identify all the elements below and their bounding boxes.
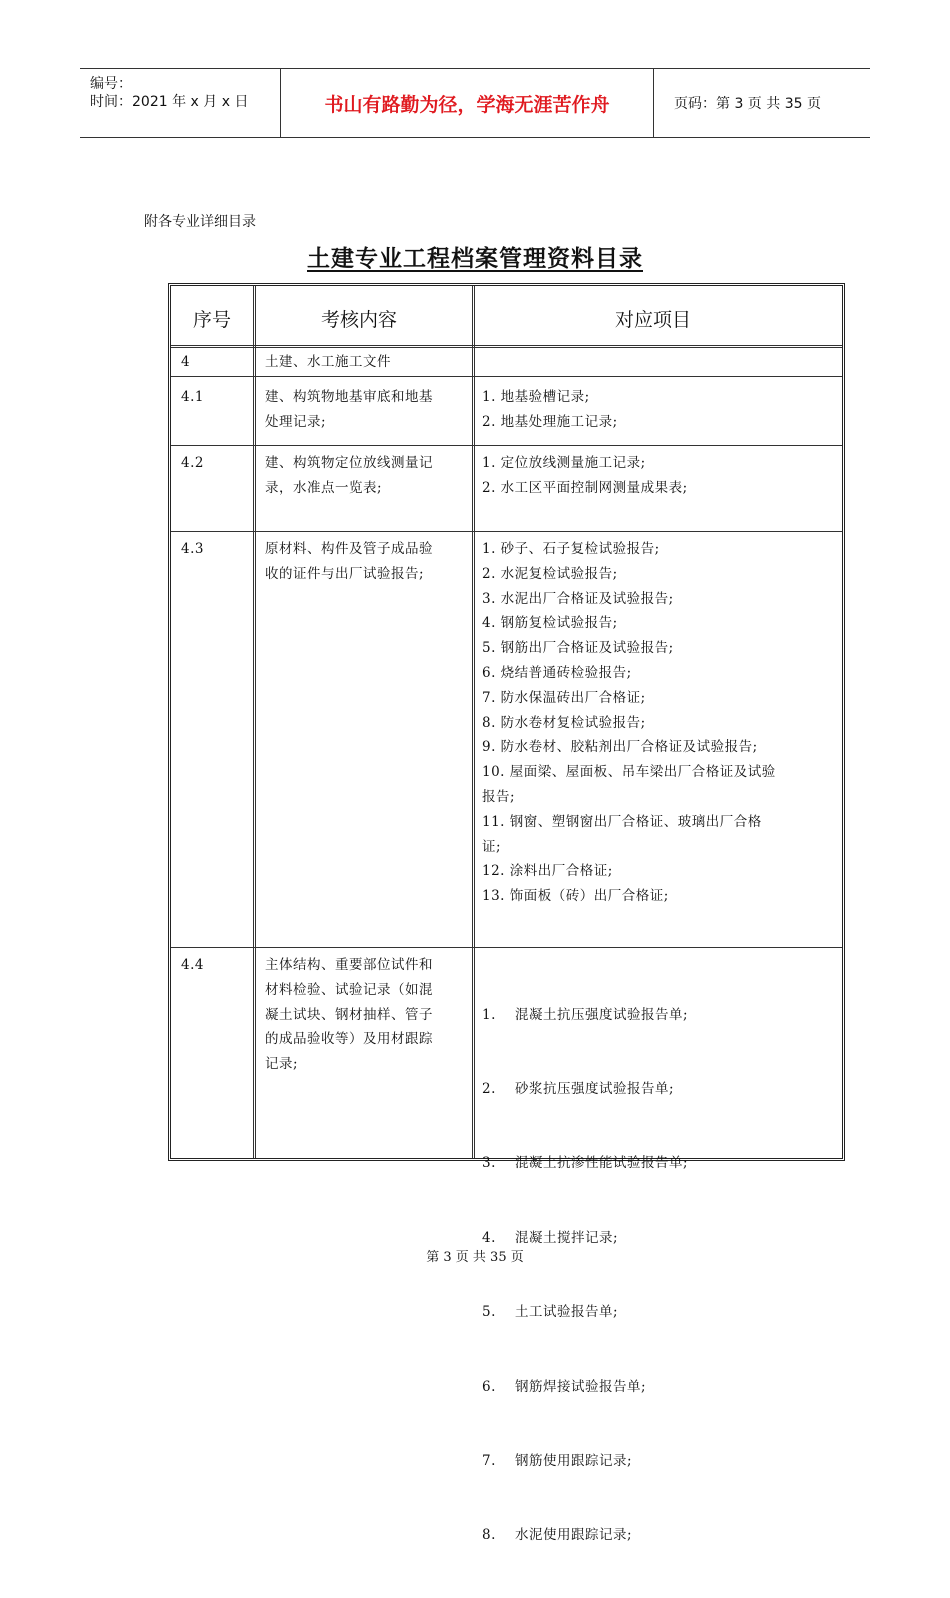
row-content xyxy=(265,350,391,375)
row-content-line: 建、构筑物定位放线测量记 xyxy=(265,455,433,471)
list-item: 2. 水泥复检试验报告; xyxy=(482,565,618,582)
list-item: 5. 钢筋出厂合格证及试验报告; xyxy=(482,640,674,657)
row-items xyxy=(482,953,688,1598)
list-item: 7. 钢筋使用跟踪记录; xyxy=(482,1452,633,1469)
column-divider xyxy=(253,286,256,1158)
page-header xyxy=(80,68,870,138)
row-number: 4.1 xyxy=(181,389,204,405)
list-item: 4. 混凝土搅拌记录; xyxy=(482,1229,619,1246)
page-footer: 第 3 页 共 35 页 xyxy=(426,1250,524,1265)
row-number: 4.4 xyxy=(181,957,204,973)
column-header-no: 序号 xyxy=(193,309,232,331)
list-item: 13. 饰面板（砖）出厂合格证; xyxy=(482,888,669,905)
list-item: 8. 防水卷材复检试验报告; xyxy=(482,714,646,731)
header-page-number xyxy=(664,69,869,137)
list-item: 9. 防水卷材、胶粘剂出厂合格证及试验报告; xyxy=(482,739,758,756)
document-number-label: 编号： xyxy=(90,76,132,92)
header-meta xyxy=(80,69,281,137)
list-item: 7. 防水保温砖出厂合格证; xyxy=(482,689,646,706)
row-content xyxy=(265,385,433,435)
row-items xyxy=(482,537,776,909)
row-content-line: 土建、水工施工文件 xyxy=(265,354,391,370)
row-content xyxy=(265,451,433,501)
list-item: 6. 钢筋焊接试验报告单; xyxy=(482,1378,647,1395)
row-content-line: 建、构筑物地基审底和地基 xyxy=(265,389,433,405)
page-title-text: 土建专业工程档案管理资料目录 xyxy=(307,246,643,272)
list-item: 10. 屋面梁、屋面板、吊车梁出厂合格证及试验 xyxy=(482,764,776,781)
row-content-line: 的成品验收等）及用材跟踪 xyxy=(265,1031,433,1048)
list-item: 8. 水泥使用跟踪记录; xyxy=(482,1527,633,1544)
list-item: 证; xyxy=(482,838,502,855)
header-motto: 书山有路勤为径，学海无涯苦作舟 xyxy=(281,69,654,137)
row-content-line: 原材料、构件及管子成品验 xyxy=(265,541,433,557)
row-divider xyxy=(171,376,842,377)
list-item: 1. 砂子、石子复检试验报告; xyxy=(482,541,660,557)
list-item: 1. 定位放线测量施工记录; xyxy=(482,455,646,471)
row-content-line: 处理记录; xyxy=(265,413,327,430)
row-content-line: 材料检验、试验记录（如混 xyxy=(265,981,433,998)
list-item: 12. 涂料出厂合格证; xyxy=(482,863,613,880)
page-title xyxy=(0,240,950,273)
row-items xyxy=(482,385,618,435)
column-divider xyxy=(472,286,475,1158)
row-divider xyxy=(171,947,842,948)
list-item: 11. 钢窗、塑钢窗出厂合格证、玻璃出厂合格 xyxy=(482,813,762,830)
list-item: 报告; xyxy=(482,788,516,805)
list-item: 1. 地基验槽记录; xyxy=(482,389,590,405)
row-divider xyxy=(171,445,842,446)
row-content-line: 收的证件与出厂试验报告; xyxy=(265,565,425,582)
list-item: 1. 混凝土抗压强度试验报告单; xyxy=(482,1006,689,1023)
row-content-line: 记录; xyxy=(265,1056,299,1073)
header-divider xyxy=(171,345,842,348)
row-content-line: 录，水准点一览表; xyxy=(265,479,383,496)
row-content xyxy=(265,537,433,587)
section-subtitle: 附各专业详细目录 xyxy=(144,214,256,230)
list-item: 6. 烧结普通砖检验报告; xyxy=(482,664,632,681)
row-content-line: 凝土试块、钢材抽样、管子 xyxy=(265,1006,433,1023)
header-page-label: 页码：第 3 页 共 35 页 xyxy=(674,96,821,112)
list-item: 2. 砂浆抗压强度试验报告单; xyxy=(482,1080,675,1097)
document-time-label: 时间：2021 年 x 月 x 日 xyxy=(90,94,249,110)
row-divider xyxy=(171,531,842,532)
column-header-content: 考核内容 xyxy=(321,309,398,331)
list-item: 2. 水工区平面控制网测量成果表; xyxy=(482,479,688,496)
row-content xyxy=(265,953,433,1077)
list-item: 2. 地基处理施工记录; xyxy=(482,413,618,430)
row-number: 4.3 xyxy=(181,541,204,557)
row-content-line: 主体结构、重要部位试件和 xyxy=(265,957,433,973)
list-item: 3. 水泥出厂合格证及试验报告; xyxy=(482,590,674,607)
list-item: 4. 钢筋复检试验报告; xyxy=(482,615,618,632)
row-number: 4 xyxy=(181,354,191,370)
column-header-items: 对应项目 xyxy=(615,309,692,331)
list-item: 5. 土工试验报告单; xyxy=(482,1304,619,1321)
list-item: 3. 混凝土抗渗性能试验报告单; xyxy=(482,1155,689,1172)
row-number: 4.2 xyxy=(181,455,204,471)
row-items xyxy=(482,451,688,501)
